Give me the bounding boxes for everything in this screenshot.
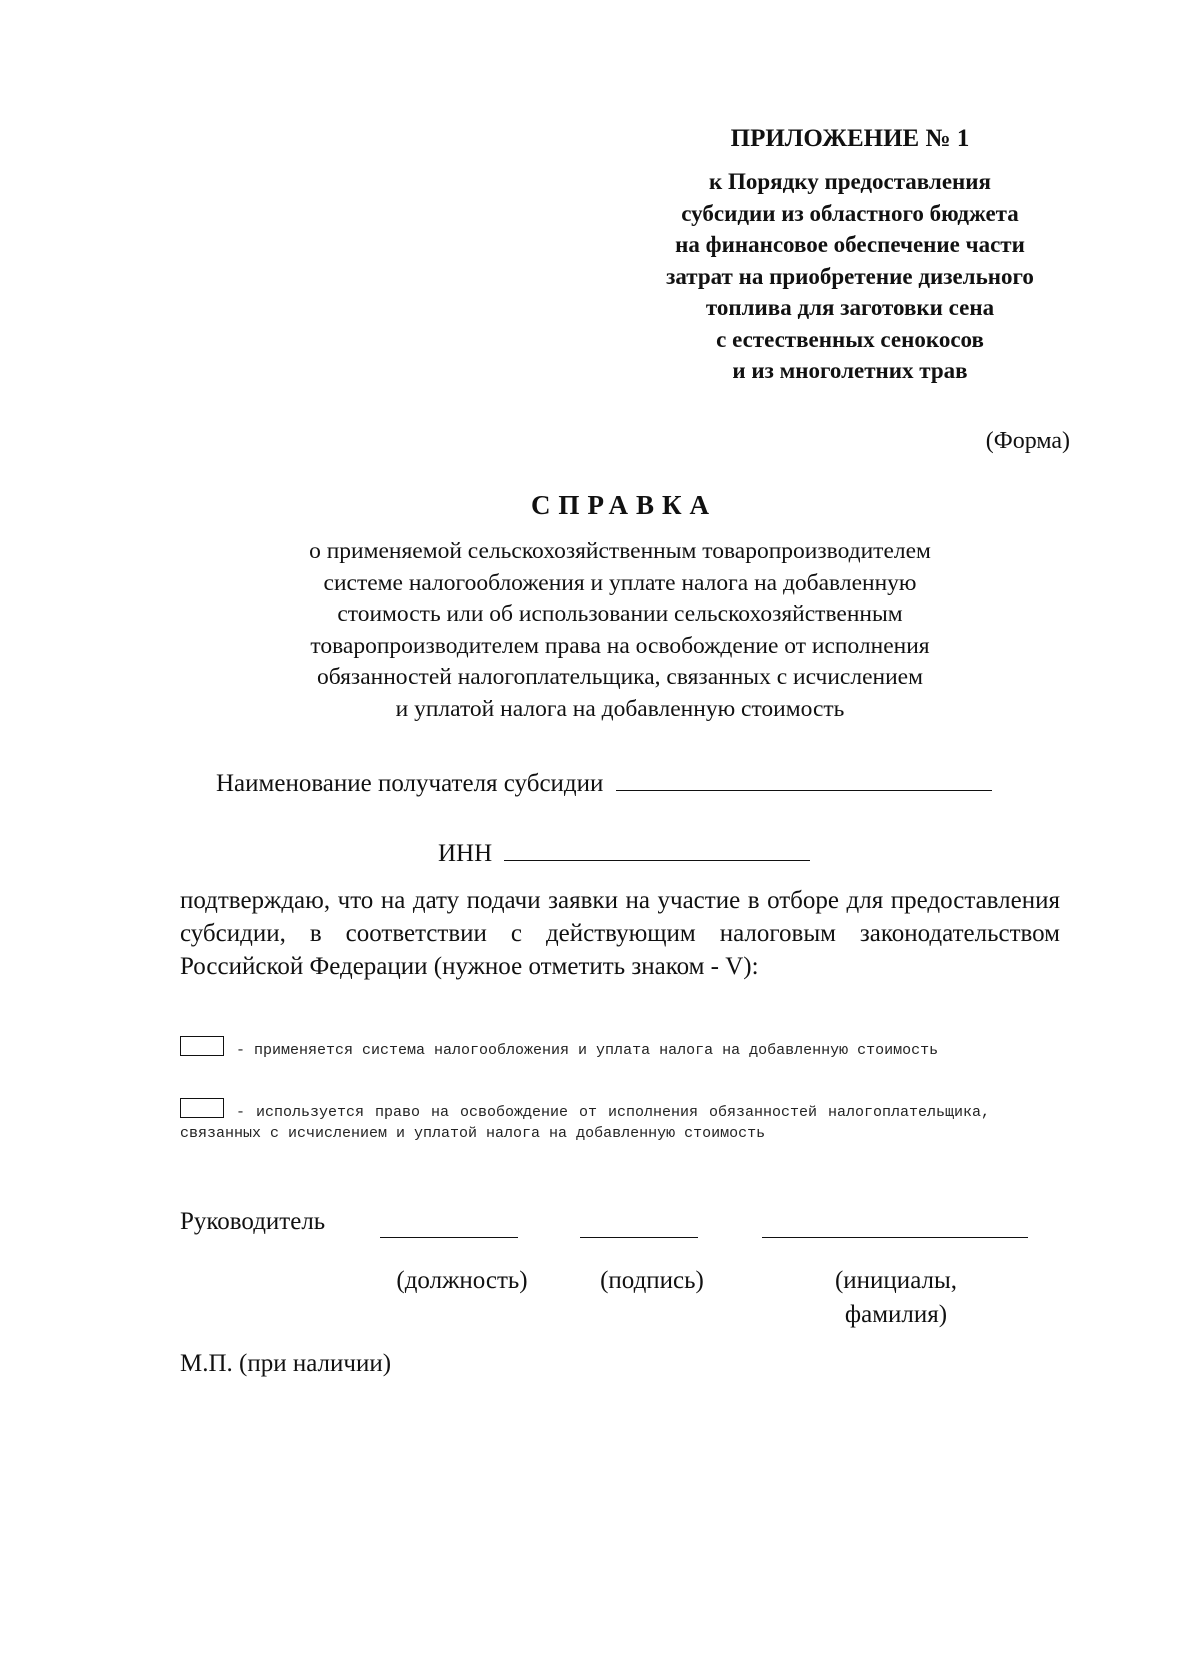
appendix-line: субсидии из областного бюджета [681, 200, 1019, 226]
appendix-line: затрат на приобретение дизельного [666, 263, 1034, 289]
document-subtitle [180, 536, 1060, 725]
signature-field[interactable] [580, 1237, 698, 1238]
subtitle-line: обязанностей налогоплательщика, связанных с исчислением [317, 664, 923, 690]
option-text: - применяется система налогообложения и уплата налога на добавленную стоимость [236, 1042, 939, 1059]
form-mark: (Форма) [985, 428, 1070, 454]
subtitle-line: о применяемой сельскохозяйственным товаропроизводителем [309, 538, 931, 564]
inn-field[interactable] [504, 836, 810, 861]
stamp-note: М.П. (при наличии) [180, 1350, 392, 1377]
subtitle-line: системе налогообложения и уплате налога на добавленную [323, 569, 917, 596]
position-caption: (должность) [396, 1267, 528, 1294]
document-title: СПРАВКА [530, 490, 718, 520]
recipient-name-row [216, 766, 992, 798]
appendix-line: к Порядку предоставления [709, 169, 991, 194]
appendix-line: топлива для заготовки сена [705, 295, 995, 320]
option-vat-payer [180, 1036, 990, 1061]
appendix-line: и из многолетних трав [732, 358, 968, 383]
confirmation-text: подтверждаю, что на дату подачи заявки на участие в отборе для предоставления субсидии, в соответствии с действующим налоговым законодательством Российской Федерации (нужное отметить знаком - V): [180, 887, 1060, 980]
full-name-field[interactable] [762, 1237, 1028, 1238]
vat-payer-checkbox[interactable] [180, 1036, 224, 1056]
subtitle-line: стоимость или об использовании сельскохозяйственным [337, 601, 903, 627]
option-text: - используется право на освобождение от исполнения обязанностей налогоплательщика, связанных с исчислением и уплатой налога на добавленную стоимость [180, 1104, 990, 1142]
inn-row [438, 836, 810, 868]
head-label: Руководитель [180, 1208, 326, 1235]
appendix-line: с естественных сенокосов [716, 326, 984, 352]
appendix-header [560, 122, 1140, 387]
inn-label: ИНН [438, 840, 493, 867]
signature-caption: (подпись) [600, 1267, 704, 1294]
appendix-line: на финансовое обеспечение части [675, 232, 1025, 257]
subtitle-line: и уплатой налога на добавленную стоимость [395, 695, 845, 722]
recipient-name-field[interactable] [616, 766, 992, 791]
name-caption: (инициалы, фамилия) [834, 1267, 958, 1328]
recipient-name-label: Наименование получателя субсидии [216, 770, 604, 797]
subtitle-line: товаропроизводителем права на освобождение от исполнения [310, 632, 930, 659]
appendix-title: ПРИЛОЖЕНИЕ № 1 [730, 125, 970, 152]
vat-exemption-checkbox[interactable] [180, 1098, 224, 1118]
option-vat-exemption [180, 1098, 990, 1144]
position-field[interactable] [380, 1237, 518, 1238]
